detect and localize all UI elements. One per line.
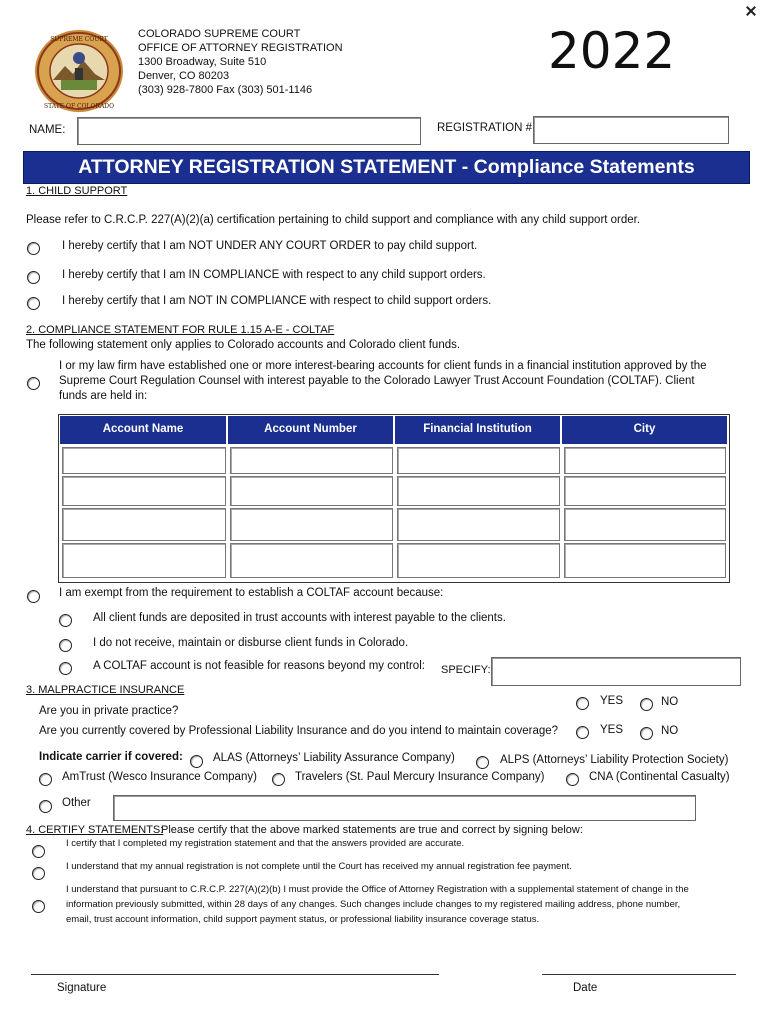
registration-number-input[interactable]	[533, 116, 729, 144]
exempt-option-1-label: All client funds are deposited in trust accounts with interest payable to the clients.	[93, 612, 506, 624]
financial-institution-input[interactable]	[397, 508, 560, 541]
certify-3-line-3: email, trust account information, child support payment status, or professional liability insurance coverage status.	[66, 914, 540, 925]
name-input[interactable]	[77, 117, 421, 145]
financial-institution-input[interactable]	[397, 543, 560, 578]
carrier-other-label: Other	[62, 797, 91, 809]
account-name-input[interactable]	[62, 508, 226, 541]
child-support-option-1-label: I hereby certify that I am NOT UNDER ANY COURT ORDER to pay child support.	[62, 240, 478, 252]
exempt-option-3-radio[interactable]	[59, 662, 72, 675]
specify-input[interactable]	[491, 657, 741, 686]
account-number-input[interactable]	[230, 447, 393, 474]
exempt-option-3-label: A COLTAF account is not feasible for reasons beyond my control:	[93, 660, 425, 672]
carrier-alps-label: ALPS (Attorneys’ Liability Protection Society)	[500, 754, 729, 766]
private-practice-yes-label: YES	[600, 695, 624, 707]
section-1-heading: 1. CHILD SUPPORT	[26, 185, 128, 197]
private-practice-no-radio[interactable]	[640, 698, 653, 711]
carrier-cna-radio[interactable]	[566, 773, 579, 786]
certify-3-line-1: I understand that pursuant to C.R.C.P. 227(A)(2)(b) I must provide the Office of Attorney Registration with a supplemental statement of change in the	[66, 884, 689, 895]
phone-fax: (303) 928-7800 Fax (303) 501-1146	[138, 84, 313, 96]
account-name-input[interactable]	[62, 543, 226, 578]
account-number-input[interactable]	[230, 543, 393, 578]
section-2-heading: 2. COMPLIANCE STATEMENT FOR RULE 1.15 A-E - COLTAF	[26, 324, 335, 336]
child-support-option-2-radio[interactable]	[27, 271, 40, 284]
coltaf-established-line-2: Supreme Court Regulation Counsel with interest payable to the Colorado Lawyer Trust Account Foundation (COLTAF). Client	[59, 375, 695, 387]
section-4-heading: 4. CERTIFY STATEMENTS:	[26, 824, 164, 836]
private-practice-no-label: NO	[661, 696, 679, 708]
account-number-input[interactable]	[230, 508, 393, 541]
registration-label: REGISTRATION #	[437, 122, 532, 134]
coltaf-exempt-radio[interactable]	[27, 590, 40, 603]
address-line-2: Denver, CO 80203	[138, 70, 230, 82]
certify-1-label: I certify that I completed my registration statement and that the answers provided are accurate.	[66, 838, 465, 849]
form-year: 2022	[548, 22, 676, 80]
close-icon[interactable]	[746, 6, 756, 16]
svg-text:STATE OF COLORADO: STATE OF COLORADO	[43, 103, 115, 110]
state-seal-icon	[33, 28, 125, 114]
financial-institution-input[interactable]	[397, 476, 560, 506]
child-support-option-3-radio[interactable]	[27, 297, 40, 310]
carrier-cna-label: CNA (Continental Casualty)	[589, 771, 730, 783]
city-input[interactable]	[564, 476, 726, 506]
certify-1-checkbox[interactable]	[32, 845, 45, 858]
address-line-1: 1300 Broadway, Suite 510	[138, 56, 267, 68]
form-title-banner: ATTORNEY REGISTRATION STATEMENT - Compliance Statements	[23, 151, 750, 184]
account-name-input[interactable]	[62, 447, 226, 474]
coverage-no-label: NO	[661, 725, 679, 737]
col-city: City	[562, 416, 727, 444]
coverage-yes-radio[interactable]	[576, 726, 589, 739]
date-line[interactable]	[542, 974, 736, 975]
certify-3-line-2: information previously submitted, within 28 days of any changes. Such changes include changes to my registered mailing address, phone number,	[66, 899, 681, 910]
carrier-other-radio[interactable]	[39, 800, 52, 813]
certify-2-checkbox[interactable]	[32, 867, 45, 880]
child-support-option-2-label: I hereby certify that I am IN COMPLIANCE with respect to any child support orders.	[62, 269, 486, 281]
court-name: COLORADO SUPREME COURT	[138, 28, 301, 40]
account-name-input[interactable]	[62, 476, 226, 506]
carrier-travelers-label: Travelers (St. Paul Mercury Insurance Company)	[295, 771, 545, 783]
city-input[interactable]	[564, 447, 726, 474]
carrier-travelers-radio[interactable]	[272, 773, 285, 786]
coltaf-established-line-1: I or my law firm have established one or more interest-bearing accounts for client funds in a financial institution approved by the	[59, 360, 707, 372]
col-financial-institution: Financial Institution	[395, 416, 560, 444]
carrier-other-input[interactable]	[113, 795, 696, 821]
signature-label: Signature	[57, 982, 107, 994]
city-input[interactable]	[564, 508, 726, 541]
carrier-label: Indicate carrier if covered:	[39, 751, 183, 763]
carrier-amtrust-label: AmTrust (Wesco Insurance Company)	[62, 771, 257, 783]
date-label: Date	[573, 982, 598, 994]
exempt-option-2-radio[interactable]	[59, 639, 72, 652]
col-account-number: Account Number	[228, 416, 393, 444]
coverage-yes-label: YES	[600, 724, 624, 736]
specify-label: SPECIFY:	[441, 664, 491, 676]
name-label: NAME:	[29, 124, 66, 136]
section-1-intro: Please refer to C.R.C.P. 227(A)(2)(a) certification pertaining to child support and compliance with any child support order.	[26, 214, 641, 226]
child-support-option-1-radio[interactable]	[27, 242, 40, 255]
carrier-amtrust-radio[interactable]	[39, 773, 52, 786]
coltaf-established-line-3: funds are held in:	[59, 390, 148, 402]
carrier-alas-label: ALAS (Attorneys’ Liability Assurance Company)	[213, 752, 455, 764]
coltaf-exempt-label: I am exempt from the requirement to establish a COLTAF account because:	[59, 587, 444, 599]
private-practice-question: Are you in private practice?	[39, 705, 179, 717]
svg-text:SUPREME COURT: SUPREME COURT	[50, 36, 108, 43]
office-name: OFFICE OF ATTORNEY REGISTRATION	[138, 42, 343, 54]
certify-2-label: I understand that my annual registration is not complete until the Court has received my annual registration fee payment.	[66, 861, 572, 872]
signature-line[interactable]	[31, 974, 439, 975]
exempt-option-2-label: I do not receive, maintain or disburse client funds in Colorado.	[93, 637, 409, 649]
exempt-option-1-radio[interactable]	[59, 614, 72, 627]
financial-institution-input[interactable]	[397, 447, 560, 474]
certify-3-checkbox[interactable]	[32, 900, 45, 913]
account-number-input[interactable]	[230, 476, 393, 506]
section-2-intro: The following statement only applies to Colorado accounts and Colorado client funds.	[26, 339, 461, 351]
carrier-alps-radio[interactable]	[476, 756, 489, 769]
coltaf-established-radio[interactable]	[27, 377, 40, 390]
section-4-intro: Please certify that the above marked statements are true and correct by signing below:	[161, 824, 583, 836]
private-practice-yes-radio[interactable]	[576, 697, 589, 710]
col-account-name: Account Name	[60, 416, 226, 444]
carrier-alas-radio[interactable]	[190, 755, 203, 768]
section-3-heading: 3. MALPRACTICE INSURANCE	[26, 684, 185, 696]
city-input[interactable]	[564, 543, 726, 578]
coverage-question: Are you currently covered by Professional Liability Insurance and do you intend to maintain coverage?	[39, 725, 559, 737]
coverage-no-radio[interactable]	[640, 727, 653, 740]
child-support-option-3-label: I hereby certify that I am NOT IN COMPLIANCE with respect to child support orders.	[62, 295, 492, 307]
